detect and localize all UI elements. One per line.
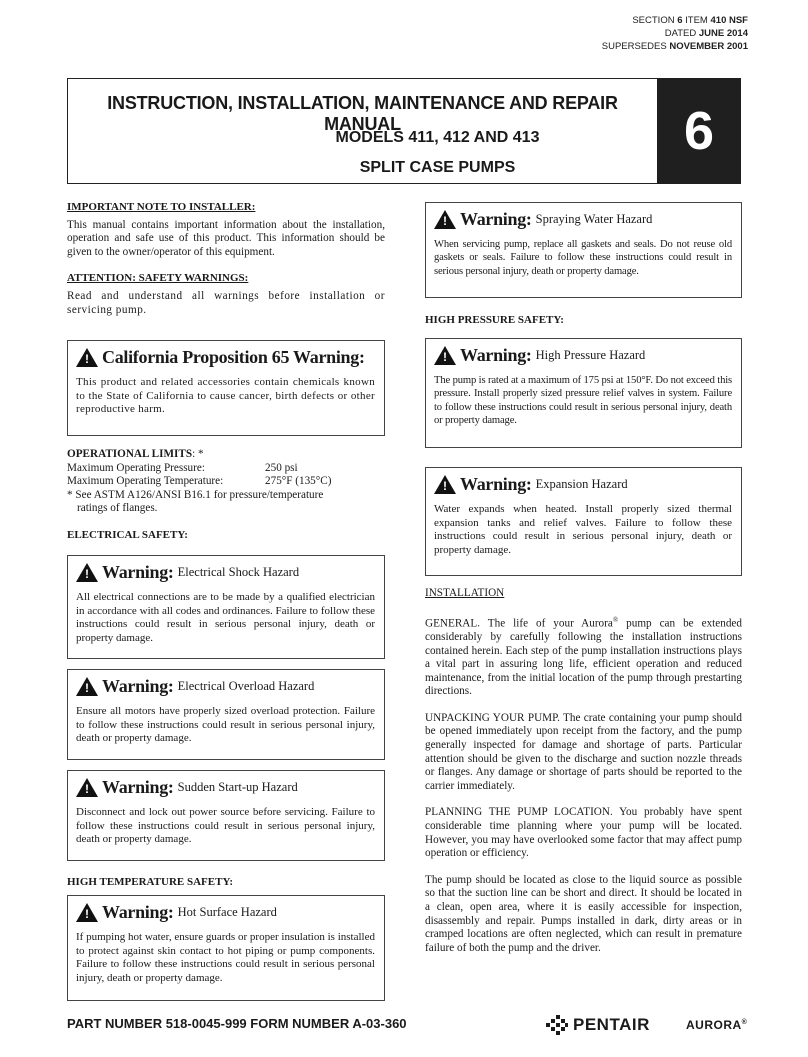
- warning-triangle-icon: !: [76, 563, 98, 582]
- pentair-logo-icon: [545, 1014, 569, 1036]
- warning-triangle-icon: !: [434, 346, 456, 365]
- part-number: PART NUMBER 518-0045-999 FORM NUMBER A-03-360: [67, 1016, 407, 1031]
- warning-triangle-icon: !: [76, 677, 98, 696]
- warning-text: If pumping hot water, ensure guards or proper insulation is installed to protect against skin contact to hot piping or pump components. Failure to follow these instructions could result in serious personal injury, death or property damage.: [76, 931, 375, 984]
- installation-section: [425, 587, 742, 955]
- general-paragraph: GENERAL. The life of your Aurora® pump can be extended considerably by carefully following the installation instructions contained herein. Each step of the pump installation instructions plays a vital part in assuring long life, efficient operation and reduced maintenance, from the initial location of the pump through prestarting directions.: [425, 615, 742, 698]
- warning-subtitle: Sudden Start-up Hazard: [177, 780, 298, 794]
- warning-subtitle: Expansion Hazard: [535, 477, 628, 491]
- unpacking-paragraph: UNPACKING YOUR PUMP. The crate containing your pump should be opened immediately upon receipt from the factory, and the pump generally inspected for damage and shortage of parts. Particular attention should be given to the discharge and suction nozzle threads or flanges. Any damage or shortage of parts should be reported to the carrier immediately.: [425, 711, 742, 792]
- warning-text: Water expands when heated. Install properly sized thermal expansion tanks and relief valves. Failure to follow these instructions could result in serious personal injury, death or property damage.: [434, 503, 732, 556]
- warning-box-hot: ! Warning: Hot Surface Hazard If pumping hot water, ensure guards or proper insulation is installed to protect against skin contact to hot piping or pump components. Failure to follow these instructions could result in serious personal injury, death or property damage.: [67, 895, 385, 1001]
- intro-section: [67, 201, 385, 317]
- warning-text: The pump is rated at a maximum of 175 psi at 150°F. Do not exceed this pressure. Install properly sized pressure relief valves in system. Failure to follow these instructions could result in serious personal injury, death or property damage.: [434, 375, 732, 427]
- warning-box-expansion: ! Warning: Expansion Hazard Water expands when heated. Install properly sized thermal expansion tanks and relief valves. Failure to follow these instructions could result in serious personal injury, death or property damage.: [425, 467, 742, 576]
- warning-subtitle: High Pressure Hazard: [535, 348, 646, 362]
- limits-note-2: ratings of flanges.: [77, 502, 158, 515]
- pentair-logo: PENTAIR: [545, 1014, 650, 1036]
- warning-triangle-icon: !: [76, 903, 98, 922]
- high-temp-section: [67, 876, 385, 890]
- limits-heading: OPERATIONAL LIMITS: [67, 448, 193, 460]
- warning-subtitle: Electrical Shock Hazard: [177, 565, 300, 579]
- electrical-heading: ELECTRICAL SAFETY:: [67, 528, 188, 541]
- warning-box-startup: ! Warning: Sudden Start-up Hazard Disconnect and lock out power source before servicing. Failure to follow these instructions could result in serious personal injury, death or property damage.: [67, 770, 385, 861]
- warning-text: Disconnect and lock out power source before servicing. Failure to follow these instructions could result in serious personal injury, death or property damage.: [76, 806, 375, 846]
- warning-box-spray: ! Warning: Spraying Water Hazard When servicing pump, replace all gaskets and seals. Do not reuse old gaskets or seals. Failure to follow these instructions could result in serious personal injury, death or property damage.: [425, 202, 742, 298]
- warning-text: When servicing pump, replace all gaskets and seals. Do not reuse old gaskets or seals. Failure to follow these instructions could result in serious personal injury, death or property damage.: [434, 239, 732, 277]
- warning-subtitle: Electrical Overload Hazard: [177, 679, 315, 693]
- note-heading: IMPORTANT NOTE TO INSTALLER:: [67, 201, 256, 213]
- limit-row: Maximum Operating Pressure: 250 psi: [67, 461, 298, 474]
- operational-limits: OPERATIONAL LIMITS: * Maximum Operating Pressure: 250 psi Maximum Operating Temperature: 275°F (135°C) * See ASTM A126/ANSI B16.1 for pressure/temperature ratings of flanges. ELECTRICAL SAFETY:: [67, 448, 385, 543]
- supersedes-value: NOVEMBER 2001: [669, 41, 748, 52]
- title-box: [67, 78, 657, 184]
- high-pressure-heading: HIGH PRESSURE SAFETY:: [425, 314, 564, 326]
- warning-box-pressure: ! Warning: High Pressure Hazard The pump is rated at a maximum of 175 psi at 150°F. Do not exceed this pressure. Install properly sized pressure relief valves in system. Failure to follow these instructions could result in serious personal injury, death or property damage.: [425, 338, 742, 448]
- warning-triangle-icon: !: [434, 475, 456, 494]
- note-text: This manual contains important information about the installation, operation and safe use of this product. This information should be given to the owner/operator of this equipment.: [67, 218, 385, 258]
- prop65-warning-box: [67, 340, 385, 436]
- warning-text: All electrical connections are to be made by a qualified electrician in accordance with all codes and ordinances. Failure to follow these instructions could result in serious personal injury, death or property damage.: [76, 591, 375, 644]
- attention-text: Read and understand all warnings before installation or servicing pump.: [67, 289, 385, 316]
- warning-text: Ensure all motors have properly sized overload protection. Failure to follow these instructions could result in serious personal injury, death or property damage.: [76, 705, 375, 745]
- installation-heading: INSTALLATION: [425, 587, 505, 599]
- section-block: 6: [657, 78, 741, 184]
- warning-subtitle: Spraying Water Hazard: [535, 212, 653, 226]
- document-title: INSTRUCTION, INSTALLATION, MAINTENANCE AND REPAIR MANUAL: [107, 93, 618, 134]
- high-temp-heading: HIGH TEMPERATURE SAFETY:: [67, 876, 234, 888]
- document-header: SECTION 6 ITEM 410 NSF DATED JUNE 2014 SUPERSEDES NOVEMBER 2001: [601, 15, 748, 52]
- item-number: 410 NSF: [710, 15, 748, 26]
- planning-paragraph: PLANNING THE PUMP LOCATION. You probably have spent considerable time planning where your pump will be located. However, you may have overlooked some factor that may affect pump operation or efficiency.: [425, 806, 742, 860]
- limits-note: * See ASTM A126/ANSI B16.1 for pressure/temperature: [67, 488, 324, 501]
- section-number: 6: [677, 15, 683, 26]
- warning-triangle-icon: !: [434, 210, 456, 229]
- prop65-title: California Proposition 65 Warning:: [102, 347, 365, 367]
- product-title: SPLIT CASE PUMPS: [359, 159, 516, 176]
- warning-triangle-icon: !: [76, 778, 98, 797]
- warning-box-overload: ! Warning: Electrical Overload Hazard Ensure all motors have properly sized overload protection. Failure to follow these instructions could result in serious personal injury, death or property damage.: [67, 669, 385, 760]
- prop65-text: This product and related accessories contain chemicals known to the State of California to cause cancer, birth defects or other reproductive harm.: [76, 376, 375, 416]
- attention-heading: ATTENTION: SAFETY WARNINGS:: [67, 272, 249, 285]
- high-pressure-section: [425, 314, 742, 328]
- models-title: MODELS 411, 412 AND 413: [335, 129, 540, 146]
- limit-row: Maximum Operating Temperature: 275°F (135°C): [67, 475, 332, 488]
- warning-subtitle: Hot Surface Hazard: [177, 905, 277, 919]
- aurora-logo: AURORA®: [686, 1018, 748, 1032]
- warning-box-shock: ! Warning: Electrical Shock Hazard All electrical connections are to be made by a qualified electrician in accordance with all codes and ordinances. Failure to follow these instructions could result in serious personal injury, death or property damage.: [67, 555, 385, 659]
- location-paragraph: The pump should be located as close to the liquid source as possible so that the suction line can be short and direct. It should be located in a clean, open area, where it is easily accessible for inspection, disassembly and repair. Pumps installed in dark, dirty areas or in cramped locations are often neglected, which can result in premature failure of both the pump and the driver.: [425, 873, 742, 954]
- dated-value: JUNE 2014: [698, 28, 748, 39]
- warning-triangle-icon: !: [76, 348, 98, 367]
